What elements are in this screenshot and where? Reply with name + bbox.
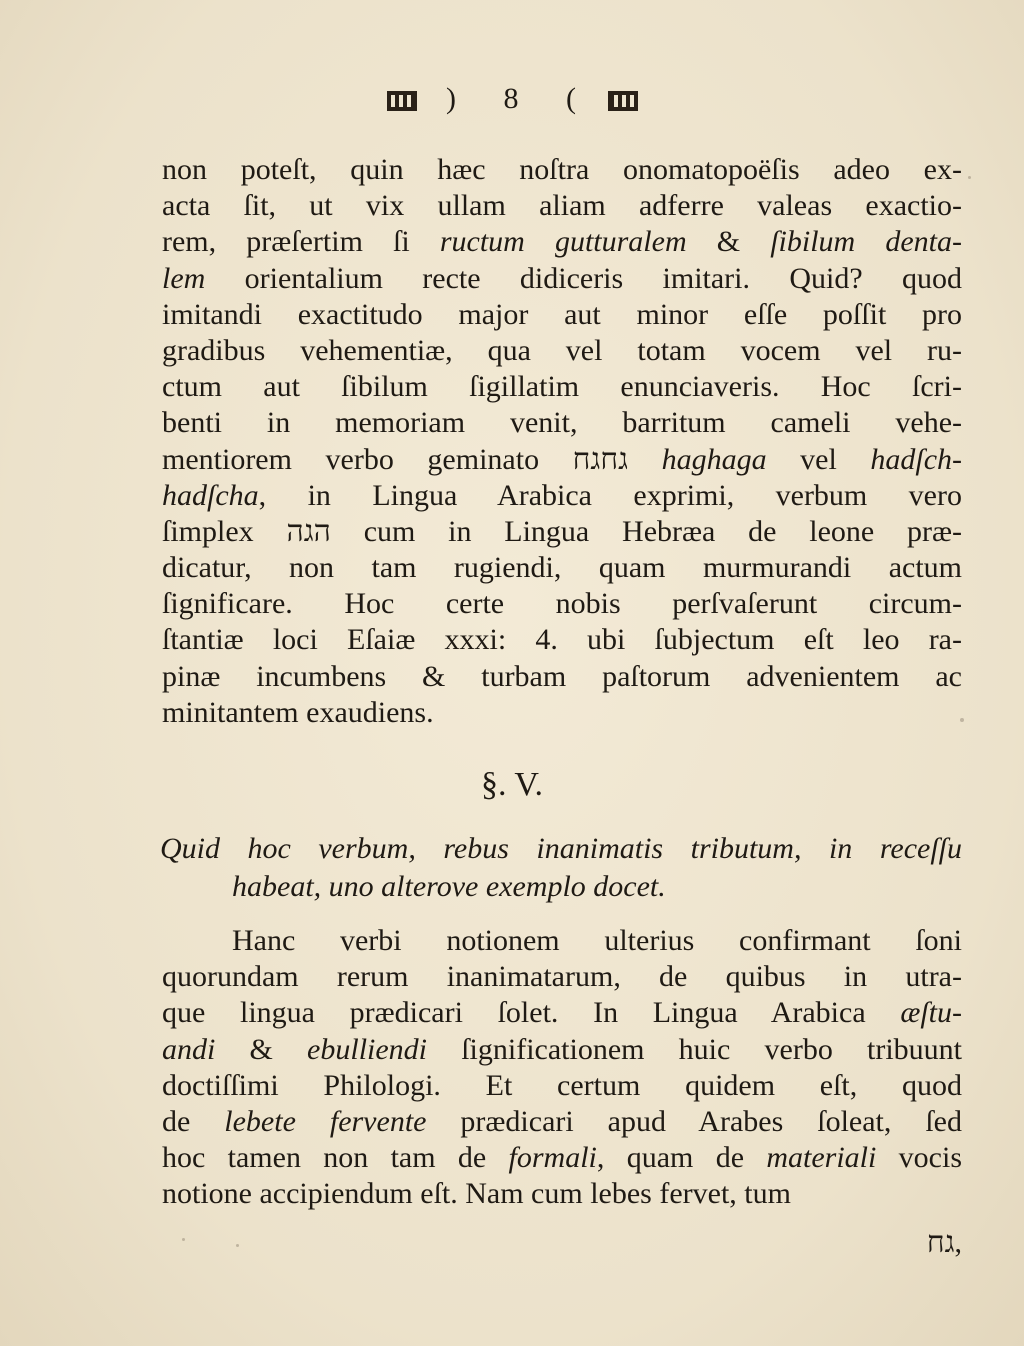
section-heading: §. V. <box>480 766 544 803</box>
italic-term: haghaga <box>661 442 767 476</box>
italic-term: æſtu- <box>900 996 962 1030</box>
text-line: mentiorem verbo geminato גחגח haghaga vel hadſch- <box>162 442 963 476</box>
text-line: lem orientalium recte didiceris imitari. Quid? quod <box>162 261 962 295</box>
text-line: imitandi exactitudo major aut minor eſſe poſſit pro <box>162 297 962 331</box>
text-line: de lebete fervente prædicari apud Arabes ſoleat, ſed <box>162 1104 962 1138</box>
text-line: andi & ebulliendi ſignificationem huic verbo tribuunt <box>162 1032 962 1066</box>
paper-spot <box>182 1238 185 1241</box>
text-line: minitantem exaudiens. <box>162 695 434 729</box>
paper-spot <box>236 1244 239 1247</box>
text-line: ſignificare. Hoc certe nobis perſvaſerunt circum- <box>162 587 962 621</box>
text-line: dicatur, non tam rugiendi, quam murmurandi actum <box>162 551 962 585</box>
summary-line: habeat, uno alterove exemplo docet. <box>232 870 666 903</box>
text-line: ſimplex הגה cum in Lingua Hebræa de leone præ- <box>162 514 963 548</box>
italic-term: materiali <box>766 1141 877 1175</box>
text-line: Hanc verbi notionem ulterius confirmant ſoni <box>232 924 962 957</box>
paper-spot <box>960 718 964 722</box>
summary-line: Quid hoc verbum, rebus inanimatis tributum, in receſſu <box>160 832 962 865</box>
italic-term: ſibilum denta- <box>770 225 962 259</box>
italic-term: ructum gutturalem <box>439 225 687 259</box>
left-bracket: ) <box>446 82 458 115</box>
catchword: גח, <box>926 1226 962 1259</box>
paragraph-2 <box>162 923 962 1213</box>
text-line: pinæ incumbens & turbam paſtorum advenientem ac <box>162 659 962 693</box>
text-line: gradibus vehementiæ, qua vel totam vocem vel ru- <box>162 333 962 367</box>
italic-term: ebulliendi <box>307 1032 428 1066</box>
text-line: notione accipiendum eſt. Nam cum lebes fervet, tum <box>162 1177 791 1211</box>
italic-term: hadſch- <box>870 442 963 476</box>
paragraph-1 <box>162 152 962 731</box>
page-header <box>0 82 1024 116</box>
text-line: benti in memoriam venit, barritum cameli vehe- <box>162 406 962 440</box>
paper-spot <box>968 176 971 179</box>
italic-term: formali <box>508 1141 597 1175</box>
text-line: ctum aut ſibilum ſigillatim enunciaveris. Hoc ſcri- <box>162 370 962 404</box>
left-ornament-icon <box>385 88 419 114</box>
page-number: 8 <box>503 82 521 115</box>
italic-term: lebete fervente <box>224 1104 427 1138</box>
right-ornament-icon <box>606 88 640 114</box>
text-line: non poteſt, quin hæc noſtra onomatopoëſis adeo ex- <box>162 153 962 186</box>
italic-term: andi <box>162 1032 216 1066</box>
text-line: rem, præſertim ſi ructum gutturalem & ſibilum denta- <box>162 225 962 259</box>
text-line: doctiſſimi Philologi. Et certum quidem eſt, quod <box>162 1068 962 1102</box>
text-line: ſtantiæ loci Eſaiæ xxxi: 4. ubi ſubjectum eſt leo ra- <box>162 623 962 657</box>
italic-term: hadſcha <box>162 478 259 512</box>
right-bracket: ( <box>566 82 578 115</box>
text-line: hoc tamen non tam de formali, quam de materiali vocis <box>162 1141 963 1175</box>
text-line: quorundam rerum inanimatarum, de quibus in utra- <box>162 960 962 994</box>
text-line: acta ſit, ut vix ullam aliam adferre valeas exactio- <box>162 189 962 223</box>
text-line: hadſcha, in Lingua Arabica exprimi, verbum vero <box>162 478 962 512</box>
section-summary <box>160 830 962 906</box>
text-line: que lingua prædicari ſolet. In Lingua Arabica æſtu- <box>162 996 962 1030</box>
italic-term: lem <box>162 261 206 295</box>
